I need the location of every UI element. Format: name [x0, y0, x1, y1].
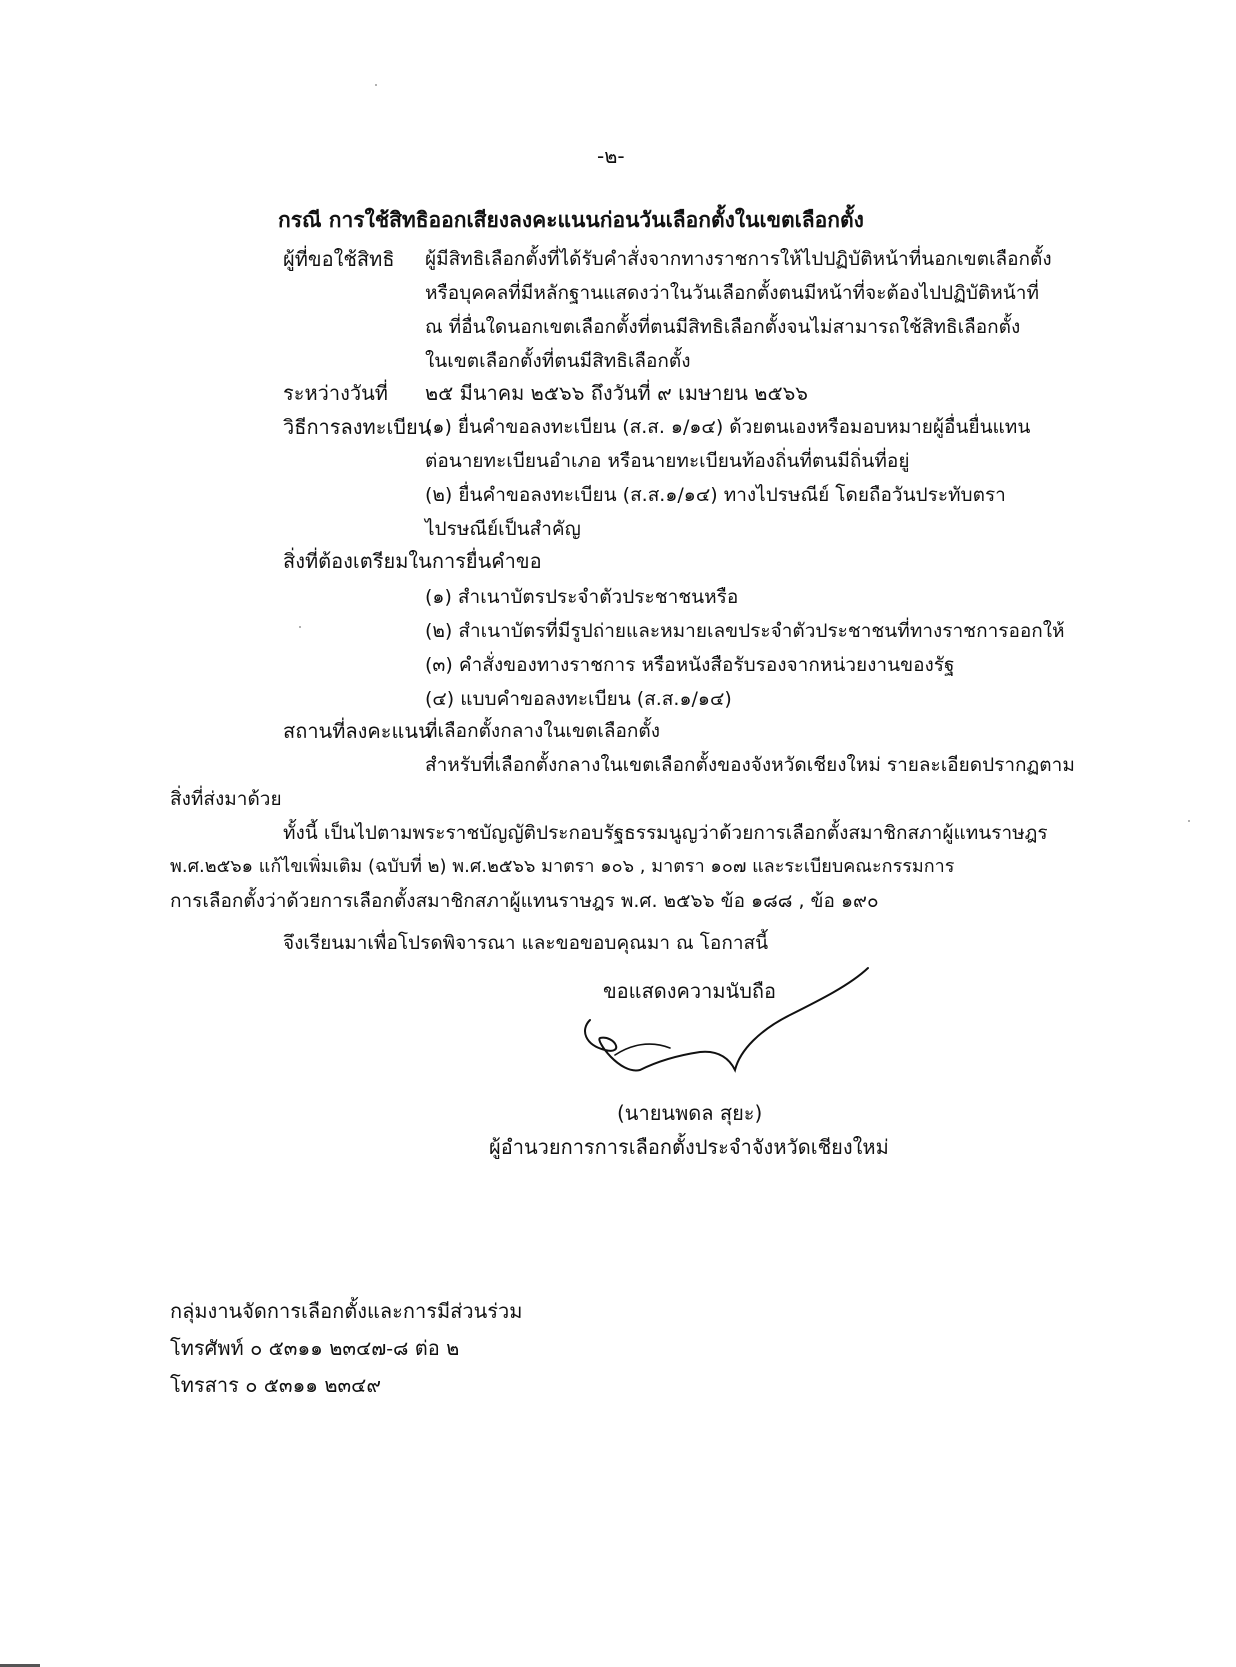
document-item: (๔) แบบคำขอลงทะเบียน (ส.ส.๑/๑๔) — [425, 688, 732, 710]
registration-line: ไปรษณีย์เป็นสำคัญ — [425, 518, 581, 540]
registration-line: (๒) ยื่นคำขอลงทะเบียน (ส.ส.๑/๑๔) ทางไปรษณีย์ โดยถือวันประทับตรา — [425, 484, 1006, 506]
eligible-line: ในเขตเลือกตั้งที่ตนมีสิทธิเลือกตั้ง — [425, 350, 691, 372]
closing-sentence: จึงเรียนมาเพื่อโปรดพิจารณา และขอขอบคุณมา ณ โอกาสนี้ — [283, 932, 769, 954]
venue-line: สำหรับที่เลือกตั้งกลางในเขตเลือกตั้งของจังหวัดเชียงใหม่ รายละเอียดปรากฏตาม — [425, 754, 1075, 776]
registration-label: วิธีการลงทะเบียน — [283, 415, 432, 439]
legal-basis-line: การเลือกตั้งว่าด้วยการเลือกตั้งสมาชิกสภาผู้แทนราษฎร พ.ศ. ๒๕๖๖ ข้อ ๑๘๘ , ข้อ ๑๙๐ — [170, 890, 879, 912]
documents-label: สิ่งที่ต้องเตรียมในการยื่นคำขอ — [283, 549, 542, 573]
eligible-label: ผู้ที่ขอใช้สิทธิ — [283, 247, 395, 271]
eligible-line: หรือบุคคลที่มีหลักฐานแสดงว่าในวันเลือกตั้งตนมีหน้าที่จะต้องไปปฏิบัติหน้าที่ — [425, 282, 1039, 304]
page-number: -๒- — [597, 144, 625, 168]
scan-speck — [299, 626, 301, 628]
venue-label: สถานที่ลงคะแนน — [283, 719, 432, 743]
eligible-line: ณ ที่อื่นใดนอกเขตเลือกตั้งที่ตนมีสิทธิเลือกตั้งจนไม่สามารถใช้สิทธิเลือกตั้ง — [425, 316, 1021, 338]
document-item: (๓) คำสั่งของทางราชการ หรือหนังสือรับรองจากหน่วยงานของรัฐ — [425, 654, 955, 676]
section-heading: กรณี การใช้สิทธิออกเสียงลงคะแนนก่อนวันเลือกตั้งในเขตเลือกตั้ง — [278, 208, 864, 232]
legal-basis-line: ทั้งนี้ เป็นไปตามพระราชบัญญัติประกอบรัฐธรรมนูญว่าด้วยการเลือกตั้งสมาชิกสภาผู้แทนราษฎร — [283, 822, 1048, 844]
footer-fax: โทรสาร ๐ ๕๓๑๑ ๒๓๔๙ — [170, 1373, 381, 1397]
eligible-line: ผู้มีสิทธิเลือกตั้งที่ได้รับคำสั่งจากทางราชการให้ไปปฏิบัติหน้าที่นอกเขตเลือกตั้ง — [425, 248, 1052, 270]
legal-basis-line: พ.ศ.๒๕๖๑ แก้ไขเพิ่มเติม (ฉบับที่ ๒) พ.ศ.๒๕๖๖ มาตรา ๑๐๖ , มาตรา ๑๐๗ และระเบียบคณะกรรมการ — [170, 856, 955, 877]
period-value: ๒๕ มีนาคม ๒๕๖๖ ถึงวันที่ ๙ เมษายน ๒๕๖๖ — [425, 381, 808, 405]
venue-continuation: สิ่งที่ส่งมาด้วย — [170, 788, 282, 810]
registration-line: ต่อนายทะเบียนอำเภอ หรือนายทะเบียนท้องถิ่นที่ตนมีถิ่นที่อยู่ — [425, 450, 910, 472]
signer-name: (นายนพดล สุยะ) — [617, 1101, 763, 1125]
footer-department: กลุ่มงานจัดการเลือกตั้งและการมีส่วนร่วม — [170, 1299, 523, 1323]
salutation: ขอแสดงความนับถือ — [603, 979, 777, 1003]
scan-speck — [375, 84, 377, 86]
period-label: ระหว่างวันที่ — [283, 381, 388, 405]
venue-line: ที่เลือกตั้งกลางในเขตเลือกตั้ง — [425, 720, 661, 742]
signature — [560, 960, 880, 1090]
signer-title: ผู้อำนวยการการเลือกตั้งประจำจังหวัดเชียงใหม่ — [489, 1135, 889, 1159]
document-item: (๑) สำเนาบัตรประจำตัวประชาชนหรือ — [425, 586, 739, 608]
document-item: (๒) สำเนาบัตรที่มีรูปถ่ายและหมายเลขประจำตัวประชาชนที่ทางราชการออกให้ — [425, 620, 1065, 642]
scan-speck — [1188, 820, 1190, 822]
registration-line: (๑) ยื่นคำขอลงทะเบียน (ส.ส. ๑/๑๔) ด้วยตนเองหรือมอบหมายผู้อื่นยื่นแทน — [425, 416, 1031, 438]
footer-phone: โทรศัพท์ ๐ ๕๓๑๑ ๒๓๔๗-๘ ต่อ ๒ — [170, 1336, 460, 1360]
